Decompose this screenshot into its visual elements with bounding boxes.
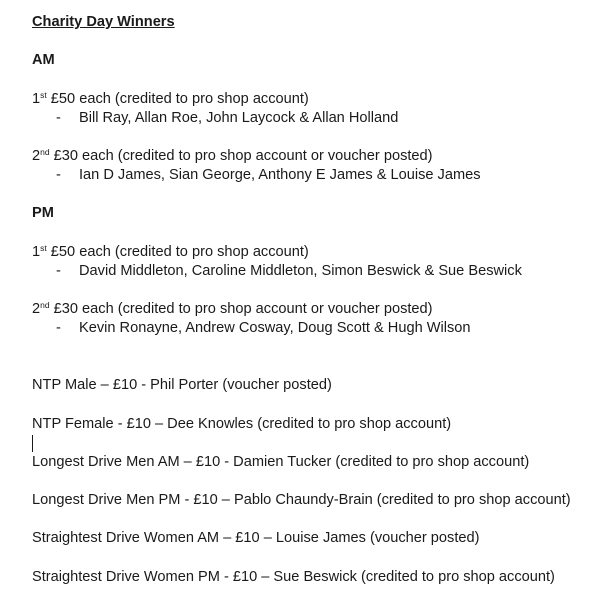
am-second-winners-text: Ian D James, Sian George, Anthony E James & Louise James: [79, 167, 481, 183]
text-cursor: [32, 435, 33, 452]
am-heading: AM: [32, 52, 55, 68]
prize-ntp-male: NTP Male – £10 - Phil Porter (voucher posted): [32, 377, 332, 393]
prize-straightest-drive-women-am: Straightest Drive Women AM – £10 – Louise James (voucher posted): [32, 530, 480, 546]
pm-first-prize: [32, 243, 309, 262]
pm-second-winners-text: Kevin Ronayne, Andrew Cosway, Doug Scott & Hugh Wilson: [79, 320, 471, 336]
pm-first-winners-text: David Middleton, Caroline Middleton, Simon Beswick & Sue Beswick: [79, 263, 522, 279]
am-first-suffix: st: [40, 90, 47, 100]
bullet-dash: -: [56, 167, 61, 183]
pm-first-winners: [56, 262, 522, 281]
pm-first-text: £50 each (credited to pro shop account): [46, 244, 309, 260]
am-second-text: £30 each (credited to pro shop account or voucher posted): [49, 148, 433, 164]
am-first-prize: [32, 90, 309, 109]
pm-second-suffix: nd: [40, 300, 50, 310]
pm-first-number: 1: [32, 244, 41, 260]
prize-longest-drive-men-pm: Longest Drive Men PM - £10 – Pablo Chaundy-Brain (credited to pro shop account): [32, 492, 571, 508]
am-second-winners: [56, 166, 481, 185]
am-second-suffix: nd: [40, 147, 50, 157]
bullet-dash: -: [56, 263, 61, 279]
document-title: Charity Day Winners: [32, 14, 175, 30]
pm-second-number: 2: [32, 301, 41, 317]
prize-longest-drive-men-am: Longest Drive Men AM – £10 - Damien Tucker (credited to pro shop account): [32, 454, 530, 470]
am-first-number: 1: [32, 91, 41, 107]
am-first-winners: [56, 109, 398, 128]
prize-ntp-female: NTP Female - £10 – Dee Knowles (credited to pro shop account): [32, 416, 452, 432]
am-first-text: £50 each (credited to pro shop account): [46, 91, 309, 107]
pm-heading: PM: [32, 205, 54, 221]
bullet-dash: -: [56, 110, 61, 126]
bullet-dash: -: [56, 320, 61, 336]
pm-second-text: £30 each (credited to pro shop account or voucher posted): [49, 301, 433, 317]
pm-second-winners: [56, 319, 471, 338]
am-second-number: 2: [32, 148, 41, 164]
am-first-winners-text: Bill Ray, Allan Roe, John Laycock & Allan Holland: [79, 110, 399, 126]
pm-second-prize: [32, 300, 433, 319]
pm-first-suffix: st: [40, 243, 47, 253]
am-second-prize: [32, 147, 433, 166]
prize-straightest-drive-women-pm: Straightest Drive Women PM - £10 – Sue Beswick (credited to pro shop account): [32, 569, 555, 585]
